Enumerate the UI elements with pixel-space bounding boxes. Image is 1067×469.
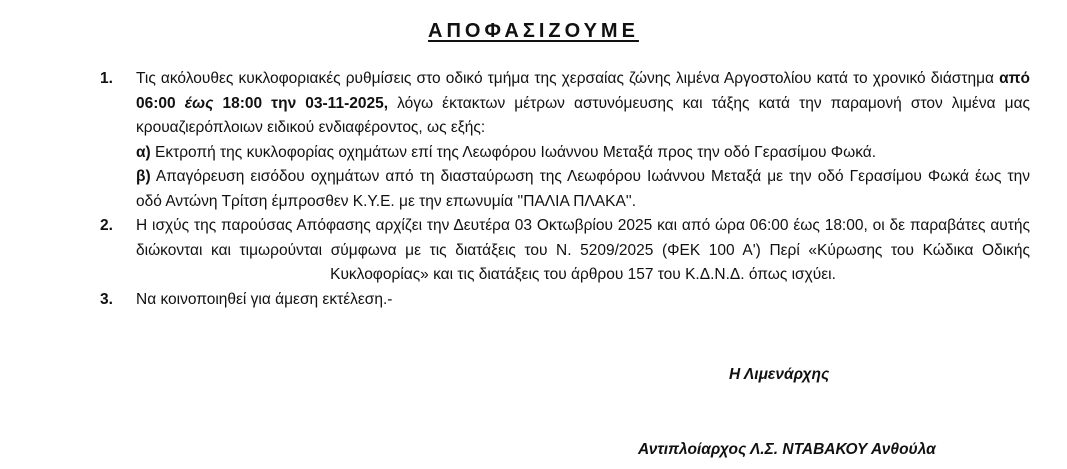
decision-item-3: [100, 288, 1030, 313]
item-1-sub-b: [136, 165, 1030, 214]
item-3-text: Να κοινοποιηθεί για άμεση εκτέλεση.-: [136, 290, 393, 308]
decision-items-list: [100, 67, 1030, 312]
item-1-sub-a: [136, 141, 1030, 166]
sub-b-label: β): [136, 168, 151, 185]
item-text: [136, 214, 1030, 288]
item-text: [136, 288, 1030, 313]
item-number: 3.: [100, 290, 113, 308]
decision-item-1: [100, 67, 1030, 214]
sub-a-text: Εκτροπή της κυκλοφορίας οχημάτων επί της Λεωφόρου Ιωάννου Μεταξά προς την οδό Γερασίμου Φωκά.: [150, 143, 877, 161]
item-1-time-start: από 06:00: [136, 70, 1030, 112]
item-1-intro-text: Τις ακόλουθες κυκλοφοριακές ρυθμίσεις στο οδικό τμήμα της χερσαίας ζώνης λιμένα Αργοστολίου κατά το χρονικό διάστημα: [136, 70, 1000, 87]
document-title: ΑΠΟΦΑΣΙΖΟΥΜΕ: [428, 20, 639, 42]
sub-a-label: α): [136, 143, 151, 161]
signature-name: Αντιπλοίαρχος Λ.Σ. ΝΤΑΒΑΚΟΥ Ανθούλα: [638, 441, 936, 458]
item-1-time-end-date: 18:00 την 03-11-2025,: [222, 94, 389, 112]
item-1-intro: [136, 67, 1030, 141]
signature-role: Η Λιμενάρχης: [729, 366, 830, 383]
item-text: [136, 67, 1030, 214]
sub-b-text: Απαγόρευση εισόδου οχημάτων από τη διασταύρωση της Λεωφόρου Ιωάννου Μεταξά με την οδό Γερασίμου Φωκά έως την οδό Αντώνη Τρίτση έμπροσθεν Κ.Υ.Ε. με την επωνυμία ''ΠΑΛΙΑ ΠΛΑΚΑ''.: [136, 168, 1030, 210]
item-1-until: έως: [184, 94, 214, 112]
item-number: 1.: [100, 70, 113, 87]
item-2-text: Η ισχύς της παρούσας Απόφασης αρχίζει την Δευτέρα 03 Οκτωβρίου 2025 και από ώρα 06:00 έως 18:00, οι δε παραβάτες αυτής διώκονται και τιμωρούνται σύμφωνα με τις διατάξεις του Ν. 5209/2025 (ΦΕΚ 100 Α') Περί «Κύρωσης του Κώδικα Οδικής Κυκλοφορίας» και τις διατάξεις του άρθρου 157 του Κ.Δ.Ν.Δ. όπως ισχύει.: [136, 217, 1030, 283]
item-1-intro-reason: λόγω έκτακτων μέτρων αστυνόμευσης και τάξης κατά την παραμονή στον λιμένα μας κρουαζιερόπλοιων ειδικού ενδιαφέροντος, ως εξής:: [136, 94, 1030, 136]
item-number: 2.: [100, 217, 113, 234]
decision-item-2: [100, 214, 1030, 288]
